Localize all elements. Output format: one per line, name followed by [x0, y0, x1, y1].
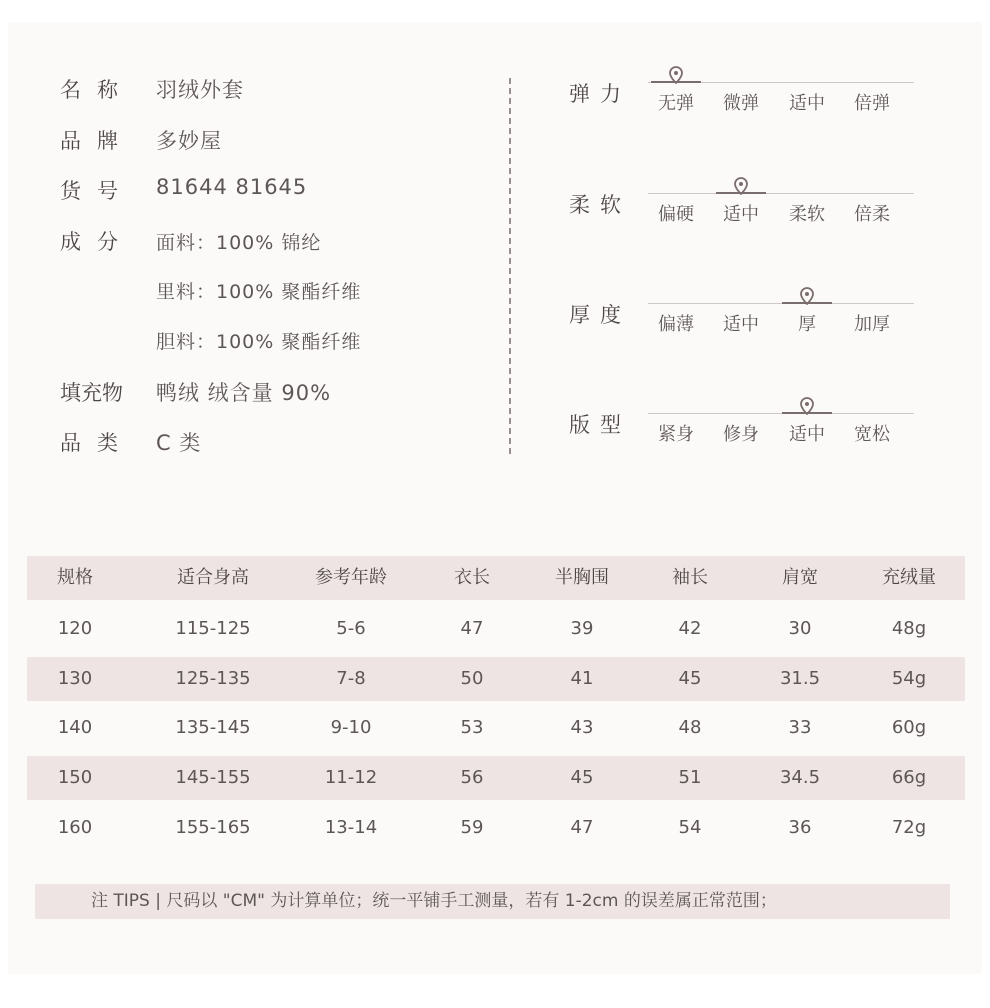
attr-option: 柔软: [789, 204, 825, 225]
table-cell: 42: [678, 618, 702, 639]
table-cell: 43: [570, 717, 594, 738]
info-row-lining: 里料：100% 聚酯纤维: [156, 281, 362, 303]
table-cell: 155-165: [175, 817, 251, 838]
table-cell: 53: [460, 717, 484, 738]
table-row: [27, 756, 965, 800]
table-cell: 30: [788, 618, 812, 639]
info-value: C 类: [156, 431, 202, 455]
table-cell: 66g: [891, 767, 927, 788]
location-pin-icon: [668, 66, 684, 84]
info-row-item-no: [60, 175, 308, 205]
table-row: [27, 706, 965, 750]
scale-track: [648, 413, 914, 414]
table-cell: 5-6: [336, 618, 366, 639]
scale-track: [648, 193, 914, 194]
vertical-divider: [509, 78, 511, 454]
table-cell: 50: [460, 668, 484, 689]
table-cell: 125-135: [175, 668, 251, 689]
table-cell: 39: [570, 618, 594, 639]
table-cell: 150: [57, 767, 93, 788]
attr-option: 偏硬: [658, 204, 694, 225]
table-header-cell: 衣长: [454, 567, 490, 588]
info-value: 多妙屋: [156, 129, 222, 153]
table-cell: 120: [57, 618, 93, 639]
table-cell: 48: [678, 717, 702, 738]
table-cell: 130: [57, 668, 93, 689]
info-value: 面料：100% 锦纶: [156, 232, 322, 254]
attr-option: 适中: [723, 204, 759, 225]
info-label: 品类: [60, 431, 134, 455]
table-cell: 11-12: [324, 767, 378, 788]
attr-label: 版型: [569, 413, 631, 437]
table-cell: 51: [678, 767, 702, 788]
location-pin-icon: [799, 397, 815, 415]
attr-option: 倍柔: [854, 204, 890, 225]
attr-option: 紧身: [658, 424, 694, 445]
table-header-cell: 袖长: [672, 567, 708, 588]
attr-option: 偏薄: [658, 314, 694, 335]
attr-option: 加厚: [854, 314, 890, 335]
info-row-name: [60, 74, 244, 104]
attr-option: 厚: [798, 314, 816, 335]
info-row-brand: [60, 125, 222, 155]
size-chart-card: [8, 22, 982, 974]
attr-option: 无弹: [658, 93, 694, 114]
table-cell: 54g: [891, 668, 927, 689]
table-cell: 36: [788, 817, 812, 838]
attr-option: 宽松: [854, 424, 890, 445]
attr-option: 微弹: [723, 93, 759, 114]
table-cell: 31.5: [779, 668, 821, 689]
table-cell: 54: [678, 817, 702, 838]
table-row: [27, 806, 965, 850]
table-cell: 59: [460, 817, 484, 838]
table-cell: 7-8: [336, 668, 366, 689]
table-cell: 47: [460, 618, 484, 639]
attr-option: 修身: [723, 424, 759, 445]
table-cell: 115-125: [175, 618, 251, 639]
info-label: 品牌: [60, 129, 134, 153]
table-cell: 45: [678, 668, 702, 689]
info-label: 货号: [60, 179, 134, 203]
attr-option: 倍弹: [854, 93, 890, 114]
table-header-cell: 肩宽: [782, 567, 818, 588]
table-cell: 41: [570, 668, 594, 689]
attr-option: 适中: [789, 424, 825, 445]
info-row-category: [60, 427, 202, 457]
location-pin-icon: [799, 287, 815, 305]
table-cell: 60g: [891, 717, 927, 738]
info-value: 81644 81645: [156, 175, 308, 199]
table-cell: 34.5: [779, 767, 821, 788]
table-cell: 72g: [891, 817, 927, 838]
info-row-inner: 胆料：100% 聚酯纤维: [156, 331, 362, 353]
table-header-cell: 半胸围: [555, 567, 609, 588]
info-row-filling: [60, 377, 332, 407]
table-cell: 56: [460, 767, 484, 788]
table-cell: 13-14: [324, 817, 378, 838]
table-cell: 140: [57, 717, 93, 738]
table-cell: 160: [57, 817, 93, 838]
table-cell: 9-10: [330, 717, 372, 738]
attr-option: 适中: [789, 93, 825, 114]
scale-track: [648, 303, 914, 304]
table-cell: 47: [570, 817, 594, 838]
attr-option: 适中: [723, 314, 759, 335]
info-value: 羽绒外套: [156, 78, 244, 102]
table-row: [27, 607, 965, 651]
info-label: 填充物: [60, 381, 123, 405]
tips-text: 注 TIPS | 尺码以 "CM" 为计算单位；统一平铺手工测量，若有 1-2cm 的误差属正常范围；: [91, 891, 777, 911]
info-row-composition: [60, 226, 322, 256]
location-pin-icon: [733, 177, 749, 195]
table-cell: 48g: [891, 618, 927, 639]
table-row: [27, 657, 965, 701]
table-cell: 33: [788, 717, 812, 738]
info-label: 成分: [60, 230, 134, 254]
table-header: [27, 556, 965, 600]
table-header-cell: 参考年龄: [315, 567, 387, 588]
attr-label: 柔软: [569, 193, 631, 217]
table-cell: 145-155: [175, 767, 251, 788]
attr-label: 弹力: [569, 82, 631, 106]
table-header-cell: 规格: [57, 567, 93, 588]
info-label: 名称: [60, 78, 134, 102]
attr-label: 厚度: [569, 303, 631, 327]
table-cell: 135-145: [175, 717, 251, 738]
scale-track: [648, 82, 914, 83]
table-cell: 45: [570, 767, 594, 788]
table-header-cell: 充绒量: [882, 567, 936, 588]
info-value: 鸭绒 绒含量 90%: [156, 381, 332, 405]
table-header-cell: 适合身高: [177, 567, 249, 588]
tips-bar: [35, 884, 950, 919]
